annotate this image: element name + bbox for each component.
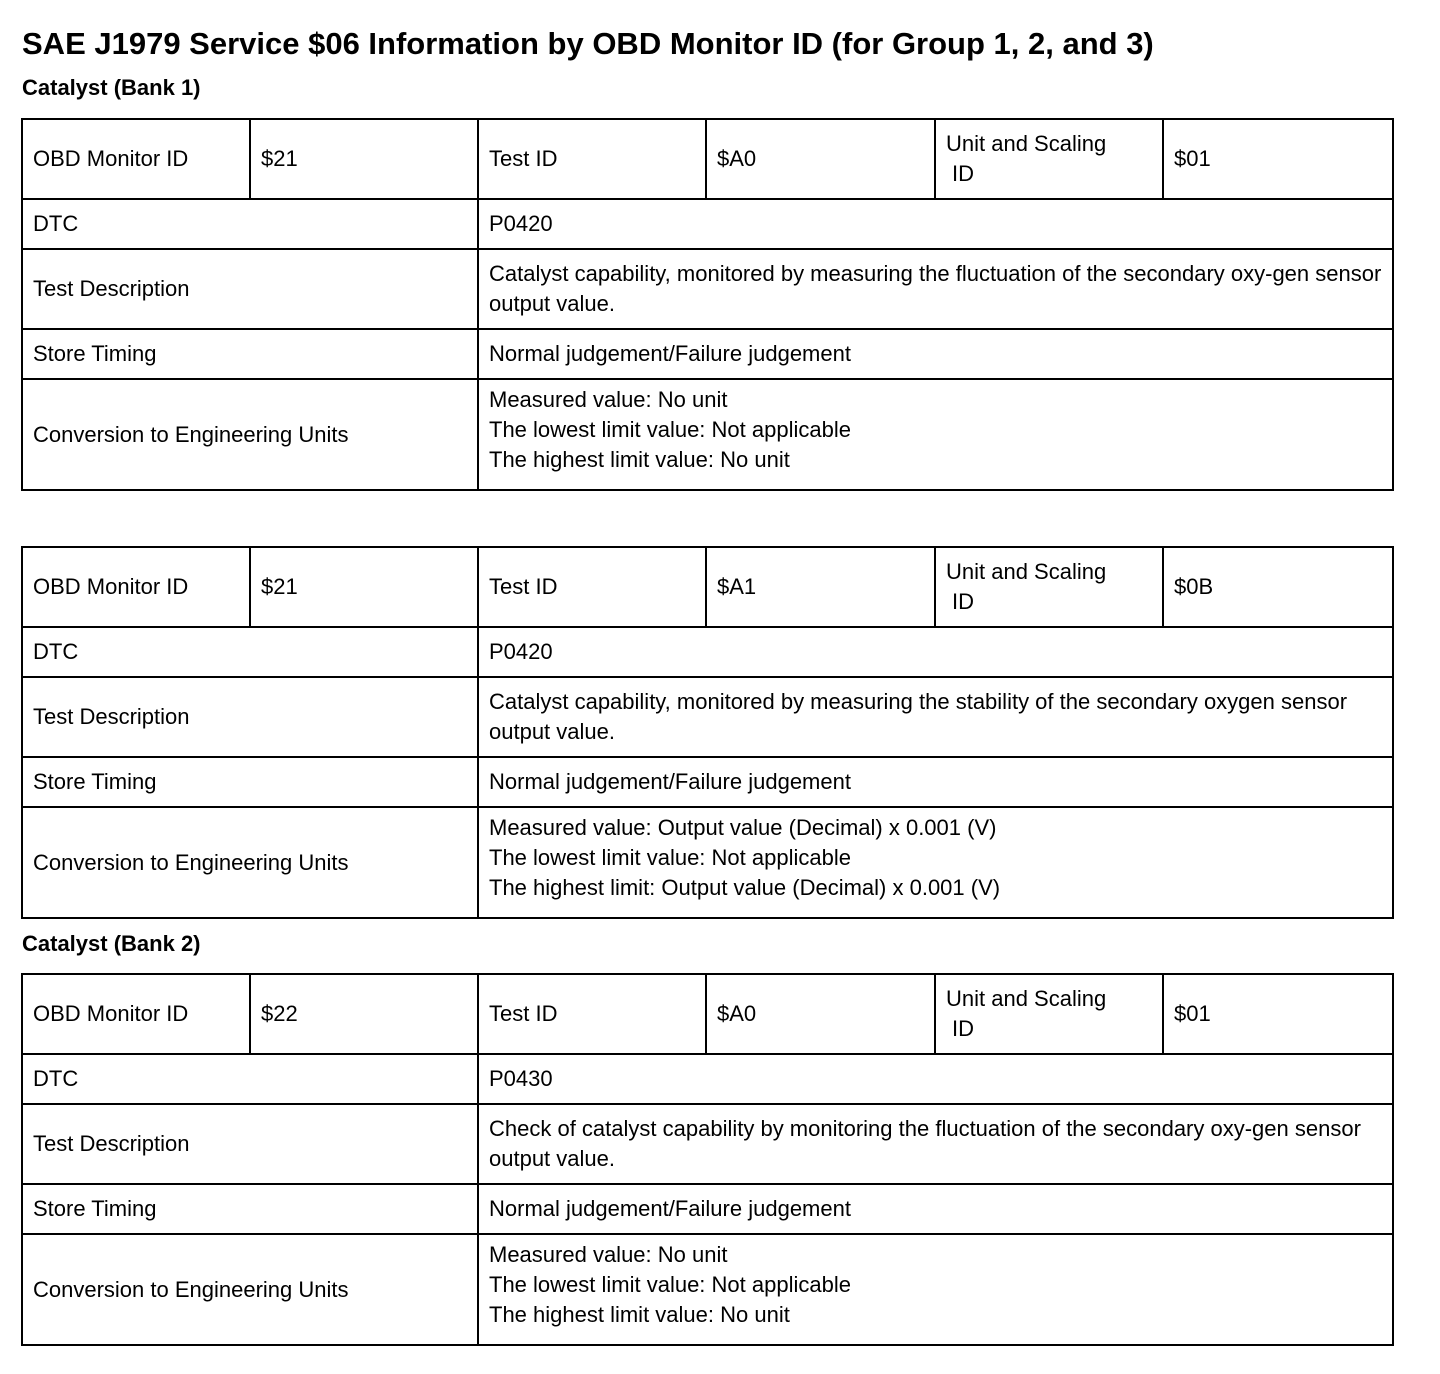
store-timing-value: Normal judgement/Failure judgement bbox=[478, 329, 1393, 379]
test-description-row bbox=[22, 677, 1393, 757]
section-heading-bank-2: Catalyst (Bank 2) bbox=[22, 931, 201, 956]
dtc-value: P0420 bbox=[478, 199, 1393, 249]
test-description-row bbox=[22, 1104, 1393, 1184]
dtc-value: P0430 bbox=[478, 1054, 1393, 1104]
dtc-label: DTC bbox=[22, 1054, 478, 1104]
unit-scaling-label-line-2: ID bbox=[952, 161, 974, 186]
highest-limit-line: The highest limit value: No unit bbox=[489, 447, 790, 472]
dtc-label: DTC bbox=[22, 199, 478, 249]
dtc-label: DTC bbox=[22, 627, 478, 677]
store-timing-row bbox=[22, 1184, 1393, 1234]
test-description-value: Catalyst capability, monitored by measuring the stability of the secondary oxygen sensor output value. bbox=[478, 677, 1393, 757]
table-header-row bbox=[22, 547, 1393, 627]
test-description-label: Test Description bbox=[22, 1104, 478, 1184]
highest-limit-line: The highest limit: Output value (Decimal) x 0.001 (V) bbox=[489, 875, 1001, 900]
unit-scaling-label-line-1: Unit and Scaling bbox=[946, 559, 1107, 584]
test-id-value: $A1 bbox=[706, 547, 935, 627]
obd-monitor-id-label: OBD Monitor ID bbox=[22, 547, 250, 627]
test-description-label: Test Description bbox=[22, 677, 478, 757]
unit-scaling-label-line-2: ID bbox=[952, 589, 974, 614]
monitor-table-2 bbox=[21, 546, 1394, 919]
conversion-label: Conversion to Engineering Units bbox=[22, 807, 478, 918]
test-id-label: Test ID bbox=[478, 119, 706, 199]
highest-limit-line: The highest limit value: No unit bbox=[489, 1302, 790, 1327]
table-header-row bbox=[22, 119, 1393, 199]
table-header-row bbox=[22, 974, 1393, 1054]
store-timing-row bbox=[22, 329, 1393, 379]
unit-scaling-label-line-1: Unit and Scaling bbox=[946, 131, 1107, 156]
conversion-value bbox=[478, 379, 1393, 490]
obd-monitor-id-label: OBD Monitor ID bbox=[22, 119, 250, 199]
unit-scaling-id-label bbox=[935, 547, 1163, 627]
obd-monitor-id-value: $21 bbox=[250, 547, 478, 627]
conversion-row bbox=[22, 379, 1393, 490]
test-description-label: Test Description bbox=[22, 249, 478, 329]
monitor-table-3 bbox=[21, 973, 1394, 1346]
dtc-row bbox=[22, 627, 1393, 677]
store-timing-value: Normal judgement/Failure judgement bbox=[478, 1184, 1393, 1234]
unit-scaling-label-line-2: ID bbox=[952, 1016, 974, 1041]
conversion-label: Conversion to Engineering Units bbox=[22, 1234, 478, 1345]
obd-monitor-id-label: OBD Monitor ID bbox=[22, 974, 250, 1054]
monitor-table-1 bbox=[21, 118, 1394, 491]
lowest-limit-line: The lowest limit value: Not applicable bbox=[489, 1272, 851, 1297]
measured-value-line: Measured value: No unit bbox=[489, 1242, 728, 1267]
conversion-row bbox=[22, 807, 1393, 918]
conversion-value bbox=[478, 807, 1393, 918]
page-title: SAE J1979 Service $06 Information by OBD Monitor ID (for Group 1, 2, and 3) bbox=[22, 26, 1154, 61]
store-timing-label: Store Timing bbox=[22, 1184, 478, 1234]
unit-scaling-id-value: $01 bbox=[1163, 974, 1393, 1054]
store-timing-label: Store Timing bbox=[22, 757, 478, 807]
test-id-value: $A0 bbox=[706, 974, 935, 1054]
dtc-value: P0420 bbox=[478, 627, 1393, 677]
dtc-row bbox=[22, 199, 1393, 249]
conversion-value bbox=[478, 1234, 1393, 1345]
obd-monitor-id-value: $22 bbox=[250, 974, 478, 1054]
test-description-value: Catalyst capability, monitored by measuring the fluctuation of the secondary oxy-gen sensor output value. bbox=[478, 249, 1393, 329]
measured-value-line: Measured value: No unit bbox=[489, 387, 728, 412]
obd-monitor-id-value: $21 bbox=[250, 119, 478, 199]
store-timing-label: Store Timing bbox=[22, 329, 478, 379]
unit-scaling-id-label bbox=[935, 974, 1163, 1054]
lowest-limit-line: The lowest limit value: Not applicable bbox=[489, 417, 851, 442]
unit-scaling-id-value: $0B bbox=[1163, 547, 1393, 627]
test-id-label: Test ID bbox=[478, 547, 706, 627]
section-heading-bank-1: Catalyst (Bank 1) bbox=[22, 75, 201, 100]
measured-value-line: Measured value: Output value (Decimal) x 0.001 (V) bbox=[489, 815, 997, 840]
test-description-value: Check of catalyst capability by monitoring the fluctuation of the secondary oxy-gen sensor output value. bbox=[478, 1104, 1393, 1184]
conversion-row bbox=[22, 1234, 1393, 1345]
dtc-row bbox=[22, 1054, 1393, 1104]
lowest-limit-line: The lowest limit value: Not applicable bbox=[489, 845, 851, 870]
test-id-value: $A0 bbox=[706, 119, 935, 199]
test-description-row bbox=[22, 249, 1393, 329]
unit-scaling-id-label bbox=[935, 119, 1163, 199]
store-timing-value: Normal judgement/Failure judgement bbox=[478, 757, 1393, 807]
unit-scaling-id-value: $01 bbox=[1163, 119, 1393, 199]
conversion-label: Conversion to Engineering Units bbox=[22, 379, 478, 490]
store-timing-row bbox=[22, 757, 1393, 807]
unit-scaling-label-line-1: Unit and Scaling bbox=[946, 986, 1107, 1011]
test-id-label: Test ID bbox=[478, 974, 706, 1054]
